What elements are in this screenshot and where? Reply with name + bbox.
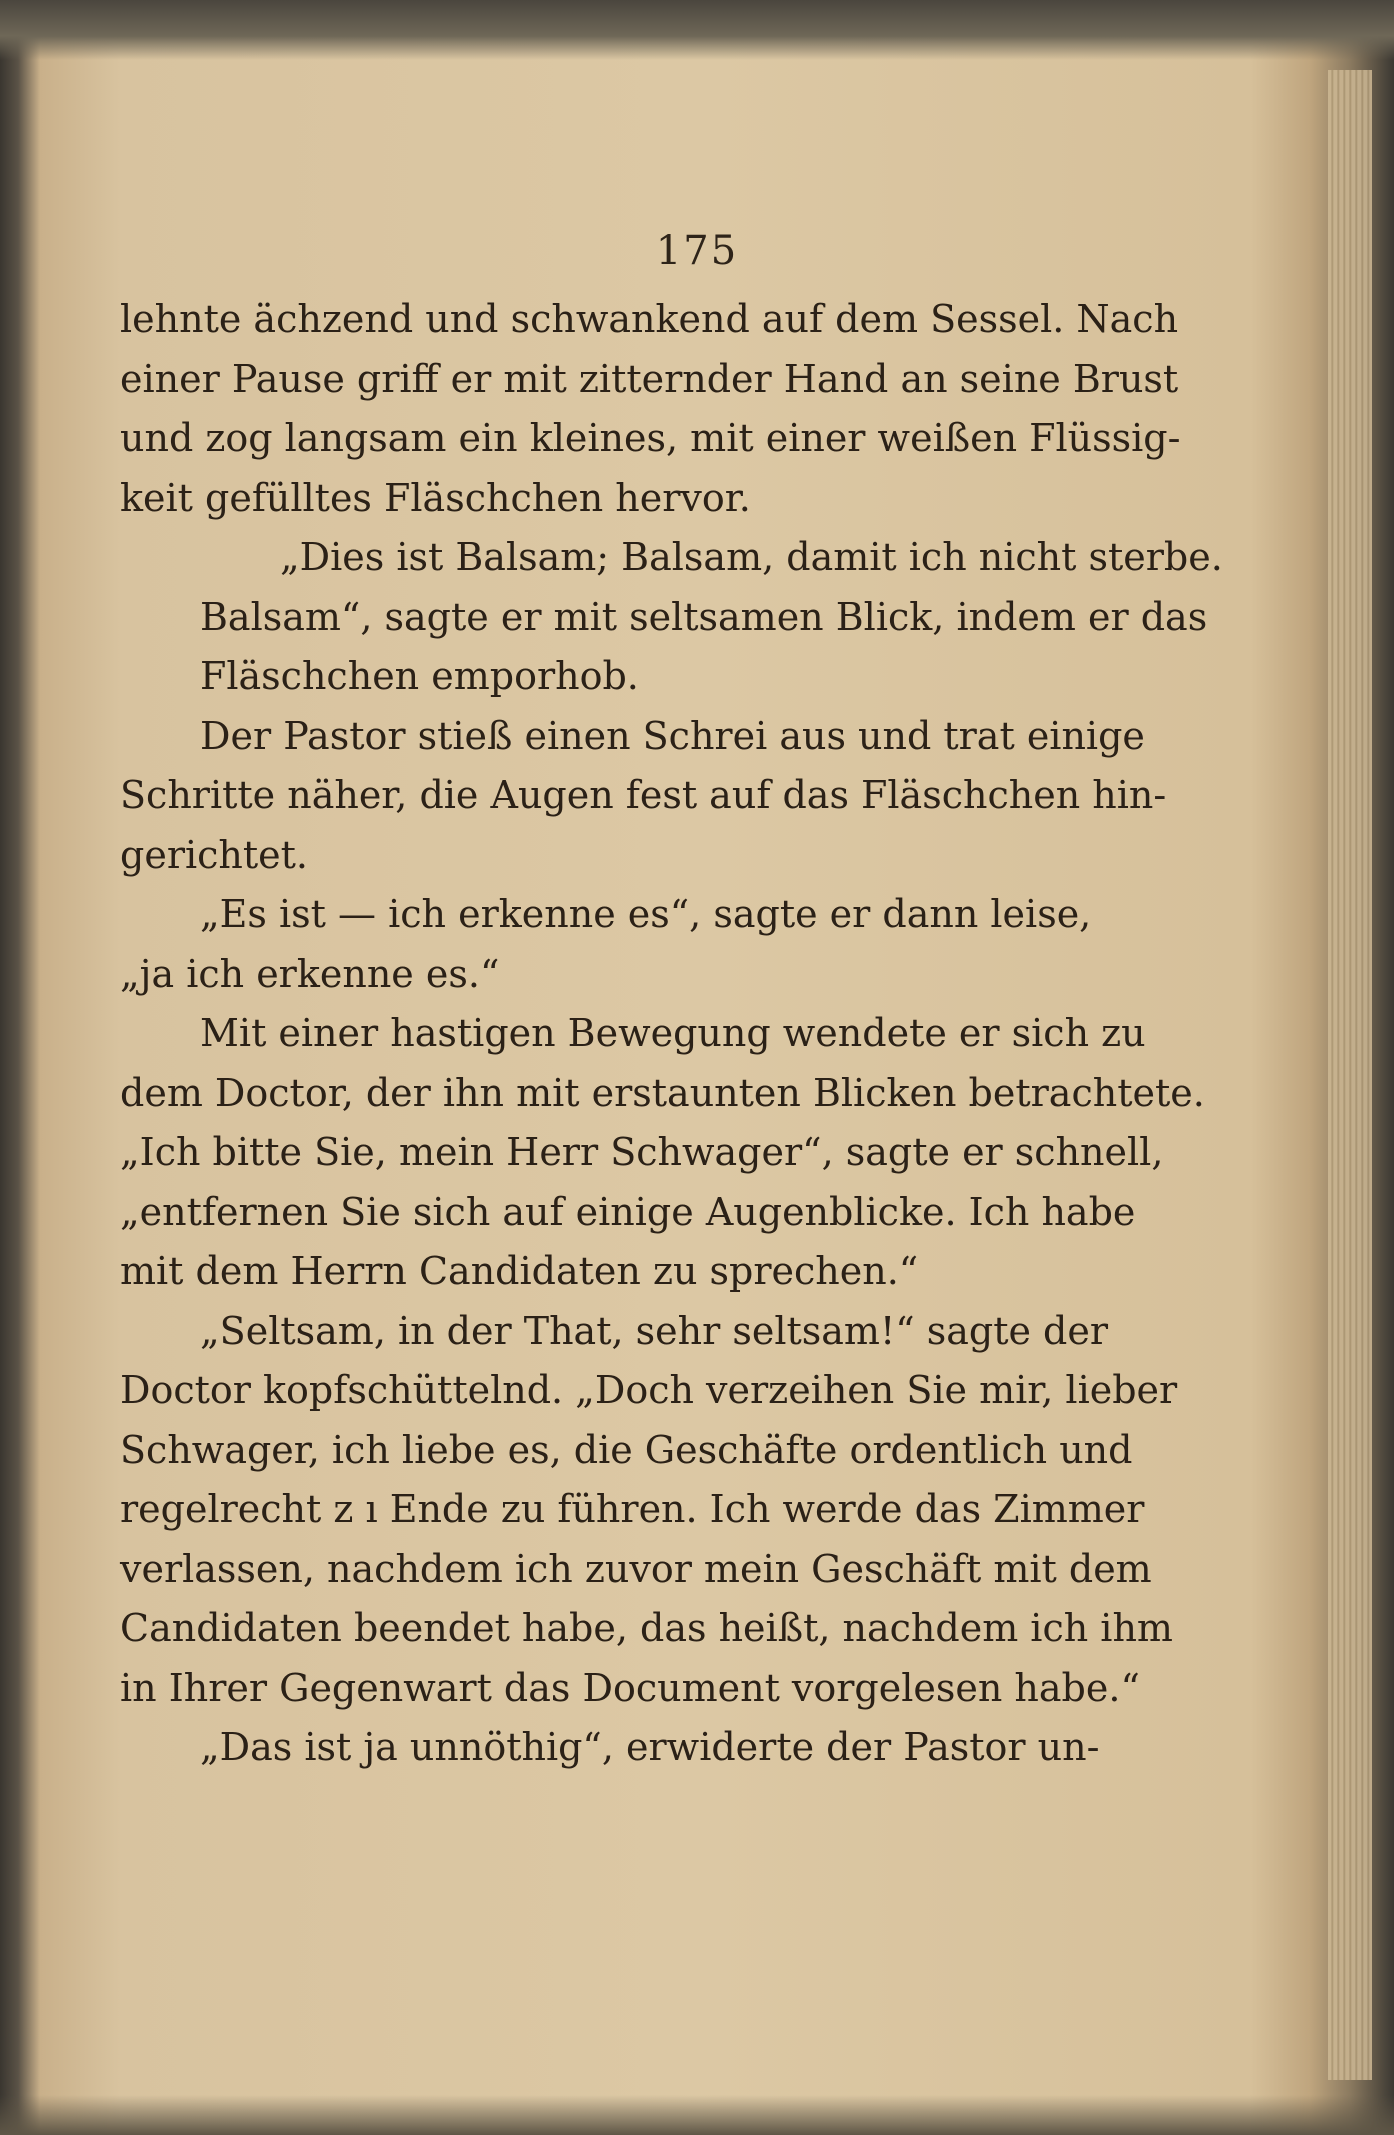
text-line: und zog langsam ein kleines, mit einer weißen Flüssig- [120,416,1181,460]
text-line: „Das ist ja unnöthig“, erwiderte der Pastor un- [200,1725,1100,1769]
page-number: 175 [655,228,739,274]
paragraph [120,1302,1178,1719]
text-line: „Dies ist Balsam; Balsam, damit ich nicht sterbe. [280,535,1223,579]
book-binding-top [0,0,1394,60]
text-line: „ja ich erkenne es.“ [120,951,500,996]
text-line: dem Doctor, der ihn mit erstaunten Blicken betrachtete. [120,1070,1205,1115]
text-line: Schritte näher, die Augen fest auf das Fläschchen hin- [120,773,1167,817]
text-line: in Ihrer Gegenwart das Document vorgelesen habe.“ [120,1665,1140,1710]
body-text [120,290,1223,1778]
text-line: Fläschchen emporhob. [200,654,639,698]
text-line: mit dem Herrn Candidaten zu sprechen.“ [120,1249,919,1293]
text-line: „Seltsam, in der That, sehr seltsam!“ sagte der [200,1308,1109,1353]
text-line: Der Pastor stieß einen Schrei aus und trat einige [200,713,1145,758]
text-line: „Ich bitte Sie, mein Herr Schwager“, sagte er schnell, [120,1130,1164,1174]
paragraph [120,528,1223,707]
text-line: keit gefülltes Fläschchen hervor. [120,475,751,520]
paragraph [120,1004,1205,1302]
text-line: regelrecht z ı Ende zu führen. Ich werde das Zimmer [120,1487,1145,1531]
text-line: einer Pause griff er mit zitternder Hand an seine Brust [120,356,1179,401]
page-edges [1328,70,1372,2080]
text-line: „Es ist — ich erkenne es“, sagte er dann leise, [200,892,1092,936]
text-line: Balsam“, sagte er mit seltsamen Blick, indem er das [200,594,1208,639]
page-shadow [0,2095,1394,2135]
paragraph [120,1718,1100,1778]
paragraph [120,290,1181,528]
paragraph [120,885,1092,1004]
text-line: gerichtet. [120,832,308,877]
text-line: lehnte ächzend und schwankend auf dem Sessel. Nach [120,297,1179,341]
text-line: Schwager, ich liebe es, die Geschäfte ordentlich und [120,1427,1133,1472]
text-line: Mit einer hastigen Bewegung wendete er sich zu [200,1011,1146,1055]
text-line: verlassen, nachdem ich zuvor mein Geschäft mit dem [120,1546,1152,1591]
text-line: „entfernen Sie sich auf einige Augenblicke. Ich habe [120,1189,1136,1234]
text-line: Candidaten beendet habe, das heißt, nachdem ich ihm [120,1606,1173,1650]
text-line: Doctor kopfschüttelnd. „Doch verzeihen Sie mir, lieber [120,1368,1178,1412]
paragraph [120,707,1167,886]
